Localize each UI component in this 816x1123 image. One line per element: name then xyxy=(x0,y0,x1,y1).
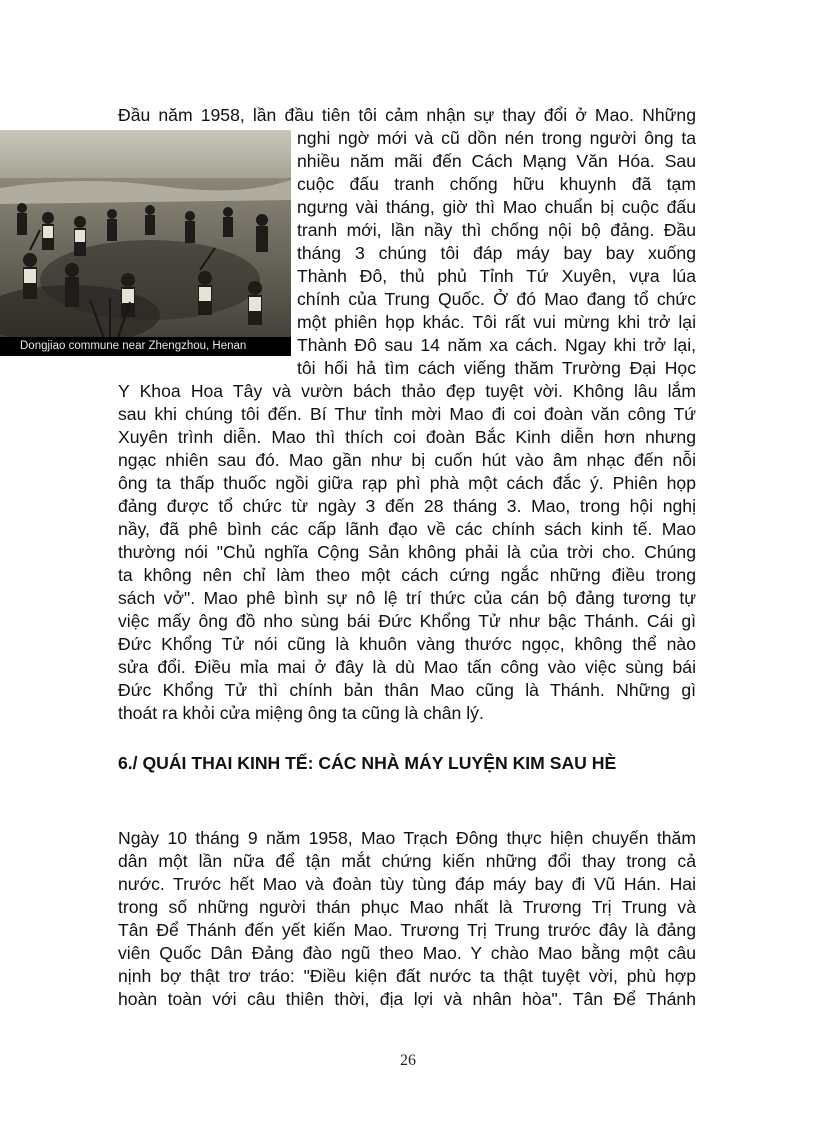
text-line: Đức Khổng Tử thì chính bản thân Mao cũng là Thánh. Những gì xyxy=(118,680,696,700)
text-line: dân một lần nữa để tận mắt chứng kiến những đổi thay trong cả xyxy=(118,851,696,871)
text-line: ngưng vài tháng, giờ thì Mao chuẩn bị cuộc đấu xyxy=(297,197,696,217)
text-line: tranh mới, lần nầy thì chống nội bộ đảng. Đầu xyxy=(297,220,696,240)
text-line: Xuyên trình diễn. Mao thì thích coi đoàn Bắc Kinh diễn hơn nhưng xyxy=(118,427,696,447)
text-line: ngạc nhiên sau đó. Mao gần như bị cuốn hút vào âm nhạc đến nỗi xyxy=(118,450,696,470)
text-line: Đức Khổng Tử nói cũng là khuôn vàng thước ngọc, không thể nào xyxy=(118,634,696,654)
historical-photo xyxy=(0,130,291,356)
text-line: thường nói "Chủ nghĩa Cộng Sản không phải là của trời cho. Chúng xyxy=(118,542,696,562)
text-line: tôi hối hả tìm cách viếng thăm Trường Đại Học xyxy=(297,358,696,378)
text-line: Ngày 10 tháng 9 năm 1958, Mao Trạch Đông thực hiện chuyến thăm xyxy=(118,828,696,848)
text-line: việc mấy ông đồ nho sùng bái Đức Khổng Tử như bậc Thánh. Cái gì xyxy=(118,611,696,631)
text-line: một phiên họp khác. Tôi rất vui mừng khi trở lại xyxy=(297,312,696,332)
text-line: nghi ngờ mới và cũ dồn nén trong người ông ta xyxy=(297,128,696,148)
text-line: Thành Đô, thủ phủ Tỉnh Tứ Xuyên, vựa lúa xyxy=(297,266,696,286)
text-line: ông ta thấp thuốc ngồi giữa rạp phì phà một cách đắc ý. Phiên họp xyxy=(118,473,696,493)
commune-workers-image xyxy=(0,130,291,356)
text-line: tháng 3 chúng tôi đáp máy bay bay xuống xyxy=(297,243,696,263)
text-line: Đầu năm 1958, lần đầu tiên tôi cảm nhận sự thay đổi ở Mao. Những xyxy=(118,105,696,125)
text-line: sửa đổi. Điều mỉa mai ở đây là dù Mao tấn công vào việc sùng bái xyxy=(118,657,696,677)
text-line: Tân Để Thánh đến yết kiến Mao. Trương Trị Trung trước đây là đảng xyxy=(118,920,696,940)
section-heading: 6./ QUÁI THAI KINH TẾ: CÁC NHÀ MÁY LUYỆN KIM SAU HÈ xyxy=(118,753,617,773)
text-line: thoát ra khỏi cửa miệng ông ta cũng là chân lý. xyxy=(118,703,484,723)
text-line: Y Khoa Hoa Tây và vườn bách thảo đẹp tuyệt vời. Không lâu lắm xyxy=(118,381,696,401)
text-line: sau khi chúng tôi đến. Bí Thư tỉnh mời Mao đi coi đoàn văn công Tứ xyxy=(118,404,696,424)
text-line: chính của Trung Quốc. Ở đó Mao đang tổ chức xyxy=(297,289,696,309)
text-line: nầy, đã phê bình các cấp lãnh đạo về các chính sách kinh tế. Mao xyxy=(118,519,696,539)
text-line: hoàn toàn với câu thiên thời, địa lợi và nhân hòa". Tân Để Thánh xyxy=(118,989,696,1009)
text-line: ta không nên chỉ làm theo một cách cứng ngắc những điều trong xyxy=(118,565,696,585)
text-line: nước. Trước hết Mao và đoàn tùy tùng đáp máy bay đi Vũ Hán. Hai xyxy=(118,874,696,894)
text-line: viên Quốc Dân Đảng đào ngũ theo Mao. Y chào Mao bằng một câu xyxy=(118,943,696,963)
photo-caption: Dongjiao commune near Zhengzhou, Henan xyxy=(0,337,291,356)
text-line: sách vở". Mao phê bình sự nô lệ trí thức của cán bộ đảng tương tự xyxy=(118,588,696,608)
text-line: cuộc đấu tranh chống hữu khuynh đã tạm xyxy=(297,174,696,194)
text-line: đảng được tổ chức từ ngày 3 đến 28 tháng 3. Mao, trong hội nghị xyxy=(118,496,696,516)
text-line: trong số những người thán phục Mao nhất là Trương Trị Trung và xyxy=(118,897,696,917)
text-line: nhiều năm mãi đến Cách Mạng Văn Hóa. Sau xyxy=(297,151,696,171)
text-line: Thành Đô sau 14 năm xa cách. Ngay khi trở lại, xyxy=(297,335,696,355)
page-number: 26 xyxy=(400,1052,416,1069)
text-line: nịnh bợ thật trơ tráo: "Điều kiện đất nước ta thật tuyệt vời, phù hợp xyxy=(118,966,696,986)
